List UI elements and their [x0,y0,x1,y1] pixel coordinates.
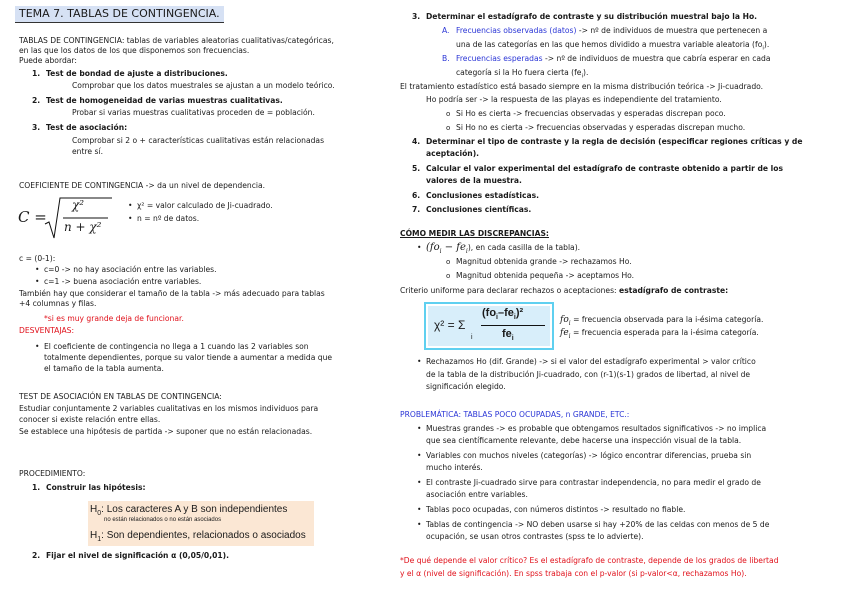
reject-line-2: de la tabla de la distribución Ji-cuadrado, con (r-1)(s-1) grados de libertad, al nivel de [426,370,751,379]
reject-line-1: • Rechazamos Ho (dif. Grande) -> si el valor del estadígrafo experimental > valor crítico [426,357,756,367]
assoc-line-2: conocer si existe relación entre ellas. [19,415,161,424]
step-3-text: Determinar el estadígrafo de contraste y su distribución muestral bajo la Ho. [426,12,758,21]
problem-4-a: • Tablas poco ocupadas, con números distintos -> resultado no fiable. [426,505,685,515]
disadv-heading: DESVENTAJAS: [19,326,75,335]
coef-bullet-2: • n = nº de datos. [137,214,199,224]
trat-o-1: o Si Ho es cierta -> frecuencias observadas y esperadas discrepan poco. [456,109,726,119]
h1-line [90,530,306,543]
item-3-desc-2: entre sí. [72,147,103,156]
final-line-2: y el α (nivel de significación). En spss trabaja con el p-valor (si p-valor<α, rechazamos Ho). [400,569,747,578]
coef-formula-lhs: C = [18,208,47,226]
item-1-num: 1. [32,69,41,78]
item-2-num: 2. [32,96,41,105]
intro-line-1: TABLAS DE CONTINGENCIA: tablas de variables aleatorias cualitativas/categóricas, [19,36,334,45]
problem-3-a: • El contraste Ji-cuadrado sirve para contrastar independencia, no para medir el grado de [426,478,761,488]
a-label: A. [442,26,450,35]
a-line-2: una de las categorías en las que hemos dividido a muestra variable aleatoria $(fo_i)$. [456,40,770,52]
trat-o-2: o Si Ho no es cierta -> frecuencias observadas y esperadas discrepan mucho. [456,123,745,133]
a-title: Frecuencias observadas (datos) [456,26,577,35]
assoc-line-3: Se establece una hipótesis de partida -> suponer que no están relacionadas. [19,427,313,436]
hypotheses-box [88,501,314,546]
h0-small: no están relacionados o no están asociados [104,517,222,523]
coef-formula [14,194,110,242]
coef-heading: COEFICIENTE DE CONTINGENCIA -> da un nivel de dependencia. [19,181,266,190]
b-line-2: categoría si la Ho fuera cierta $(fe_i)$. [456,68,589,80]
chi-sub: i [471,334,473,341]
step-1-text: Construir las hipótesis: [46,483,146,492]
intro-line-2: en las que los datos de los que disponemos son frecuencias. [19,46,250,55]
item-1-desc: Comprobar que los datos muestrales se ajustan a un modelo teórico. [72,81,335,90]
item-3-title: Test de asociación: [46,123,128,132]
measure-text: ), en cada casilla de la tabla). [467,243,581,252]
chi-numerator: $(fo_i-fe_i)^2$ [482,307,524,322]
problem-3-b: asociación entre variables. [426,490,528,499]
chi-fraction-bar [481,325,545,326]
h1-text: : Son dependientes, relacionados o asociados [101,530,306,541]
problem-1-b: que sea científicamente relevante, debe hacerse una inspección visual de la tabla. [426,436,742,445]
step-4-line-1: Determinar el tipo de contraste y la regla de decisión (especificar regiones críticas y de [426,137,803,146]
disadv-line-2: totalmente dependientes, porque su valor tiende a aumentar a medida que [44,353,333,362]
step-2-text: Fijar el nivel de significación α (0,05/0,01). [46,551,230,560]
trat-line-2: Ho podría ser -> la respuesta de las playas es independiente del tratamiento. [426,95,722,104]
h1-sub: 1 [97,536,102,543]
b-title: Frecuencias esperadas [456,54,543,63]
page-title: TEMA 7. TABLAS DE CONTINGENCIA. [15,6,224,23]
step-4-line-2: aceptación). [426,149,480,158]
problem-heading: PROBLEMÁTICA: TABLAS POCO OCUPADAS, n GRANDE, ETC.: [400,410,630,419]
b-label: B. [442,54,450,63]
h0-line [90,504,287,517]
problem-5-b: ocupación, se usan otros contrastes (spss te lo advierte). [426,532,644,541]
legend-fe: $fe_i$ = frecuencia esperada para la i-ésima categoría. [560,328,759,340]
b-line-1 [456,54,771,64]
also-line-1: También hay que considerar el tamaño de la tabla -> más adecuado para tablas [19,289,325,298]
item-2-title: Test de homogeneidad de varias muestras cualitativas. [46,96,283,105]
step-5-num: 5. [412,164,421,173]
range-line: c = (0-1): [19,254,56,263]
chi-denominator: $fe_i$ [502,328,514,343]
coef-formula-num: χ² [72,198,85,212]
also-line-2: +4 columnas y filas. [19,299,97,308]
range-bullet-2: • c=1 -> buena asociación entre variables. [44,277,201,287]
chi-square-formula-box [424,302,554,350]
problem-2-a: • Variables con muchos niveles (categorías) -> lógico encontrar diferencias, prueba sin [426,451,751,461]
step-5-line-2: valores de la muestra. [426,176,522,185]
a-line-1 [456,26,767,36]
step-7-text: Conclusiones científicas. [426,205,532,214]
final-line-1: *De qué depende el valor crítico? Es el estadígrafo de contraste, depende de los grados de libertad [400,556,779,565]
problem-5-a: • Tablas de contingencia -> NO deben usarse si hay +20% de las celdas con menos de 5 de [426,520,769,530]
step-4-num: 4. [412,137,421,146]
item-3-num: 3. [32,123,41,132]
step-6-num: 6. [412,191,421,200]
a-text-1: -> nº de individuos de muestra que pertenecen a [578,26,768,35]
measure-formula: ($fo_i - fe_i$ [426,242,468,255]
step-7-num: 7. [412,205,421,214]
trat-line-1: El tratamiento estadístico está basado siempre en la misma distribución teórica -> Ji-cuadrado. [400,82,764,91]
step-6-text: Conclusiones estadísticas. [426,191,540,200]
coef-formula-den: n + χ² [64,220,102,234]
intro-line-3: Puede abordar: [19,56,77,65]
legend-fo: $fo_i$ = frecuencia observada para la i-ésima categoría. [560,315,764,327]
h0-sub: 0 [97,510,102,517]
range-bullet-1: • c=0 -> no hay asociación entre las variables. [44,265,217,275]
step-2-num: 2. [32,551,41,560]
problem-2-b: mucho interés. [426,463,483,472]
criterion-line: Criterio uniforme para declarar rechazos o aceptaciones: estadígrafo de contraste: [400,286,729,295]
h0-symbol: H [90,504,98,515]
assoc-heading: TEST DE ASOCIACIÓN EN TABLAS DE CONTINGENCIA: [19,392,222,401]
h1-symbol: H [90,530,98,541]
proc-heading: PROCEDIMIENTO: [19,469,86,478]
item-3-desc-1: Comprobar si 2 o + características cualitativas están relacionadas [72,136,325,145]
also-note: *si es muy grande deja de funcionar. [44,314,184,323]
step-5-line-1: Calcular el valor experimental del estadígrafo de contraste obtenido a partir de los [426,164,784,173]
coef-bullet-1: • χ² = valor calculado de Ji-cuadrado. [137,201,273,211]
step-3-num: 3. [412,12,421,21]
assoc-line-1: Estudiar conjuntamente 2 variables cualitativas en los mismos individuos para [19,404,319,413]
chi-lhs: χ² = Σ [434,318,466,332]
measure-o-1: o Magnitud obtenida grande -> rechazamos Ho. [456,257,632,267]
h0-text: : Los caracteres A y B son independientes [101,504,288,515]
disadv-line-3: el tamaño de la tabla aumenta. [44,364,164,373]
measure-o-2: o Magnitud obtenida pequeña -> aceptamos Ho. [456,271,634,281]
problem-1-a: • Muestras grandes -> es probable que obtengamos resultados significativos -> no implica [426,424,766,434]
step-1-num: 1. [32,483,41,492]
item-1-title: Test de bondad de ajuste a distribuciones. [46,69,228,78]
reject-line-3: significación elegido. [426,382,506,391]
b-text-1: -> nº de individuos de muestra que cabría esperar en cada [544,54,771,63]
measure-heading: CÓMO MEDIR LAS DISCREPANCIAS: [400,229,549,238]
item-2-desc: Probar si varias muestras cualitativas proceden de = población. [72,108,315,117]
measure-bullet [426,243,580,257]
disadv-line-1: • El coeficiente de contingencia no llega a 1 cuando las 2 variables son [44,342,309,352]
